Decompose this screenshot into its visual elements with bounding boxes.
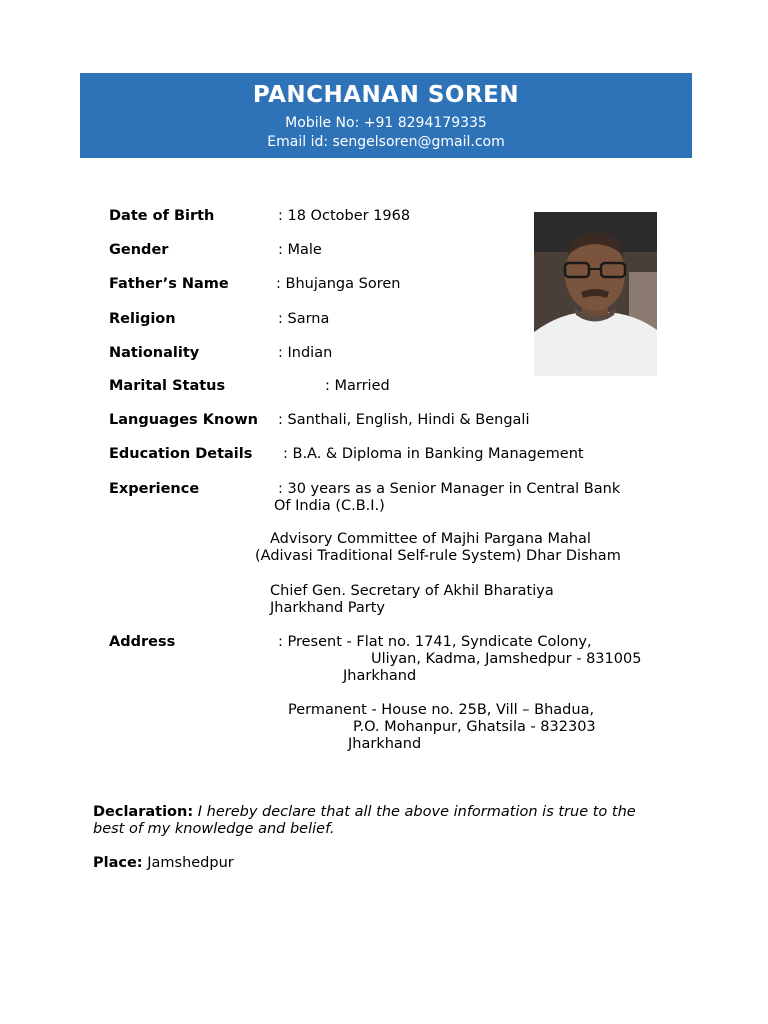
place-label: Place: [93, 855, 143, 871]
experience-line: (Adivasi Traditional Self-rule System) Dhar Disham [255, 548, 621, 564]
father-name-label: Father’s Name [109, 276, 229, 292]
experience-label: Experience [109, 481, 200, 497]
marital-status-label: Marital Status [109, 378, 226, 394]
address-line: Jharkhand [343, 668, 417, 684]
education-row [0, 446, 768, 466]
religion-row [0, 311, 768, 331]
marital-status-row [0, 378, 768, 398]
experience-line: Chief Gen. Secretary of Akhil Bharatiya [270, 583, 554, 599]
address-line: Permanent - House no. 25B, Vill – Bhadua, [288, 702, 595, 718]
experience-line: : 30 years as a Senior Manager in Central Bank [278, 481, 621, 497]
declaration-text: I hereby declare that all the above information is true to the [197, 804, 636, 820]
gender-value: : Male [278, 242, 322, 258]
place-value: Jamshedpur [147, 855, 234, 871]
place [93, 855, 234, 872]
candidate-name: PANCHANAN SOREN [252, 82, 520, 108]
father-name-row [0, 276, 768, 296]
dob-label: Date of Birth [109, 208, 215, 224]
declaration-label: Declaration: [93, 804, 194, 820]
experience-line: Of India (C.B.I.) [274, 498, 385, 514]
religion-value: : Sarna [278, 311, 330, 327]
declaration-text: best of my knowledge and belief. [93, 821, 335, 837]
religion-label: Religion [109, 311, 176, 327]
address-line: Uliyan, Kadma, Jamshedpur - 831005 [371, 651, 642, 667]
experience-line: Jharkhand Party [270, 600, 385, 616]
languages-value: : Santhali, English, Hindi & Bengali [278, 412, 530, 428]
languages-row [0, 412, 768, 432]
education-label: Education Details [109, 446, 253, 462]
address-line: : Present - Flat no. 1741, Syndicate Colony, [278, 634, 592, 650]
mobile-number: Mobile No: +91 8294179335 [285, 115, 487, 131]
gender-label: Gender [109, 242, 169, 258]
declaration [93, 804, 636, 838]
dob-row [0, 208, 768, 228]
languages-label: Languages Known [109, 412, 258, 428]
address-label: Address [109, 634, 176, 650]
gender-row [0, 242, 768, 262]
education-value: : B.A. & Diploma in Banking Management [283, 446, 584, 462]
email-address: Email id: sengelsoren@gmail.com [267, 134, 505, 150]
marital-status-value: : Married [325, 378, 390, 394]
resume-header [80, 73, 692, 158]
father-name-value: : Bhujanga Soren [276, 276, 401, 292]
nationality-row [0, 345, 768, 365]
experience-line: Advisory Committee of Majhi Pargana Mahal [270, 531, 591, 547]
nationality-value: : Indian [278, 345, 333, 361]
dob-value: : 18 October 1968 [278, 208, 411, 224]
nationality-label: Nationality [109, 345, 200, 361]
address-line: P.O. Mohanpur, Ghatsila - 832303 [353, 719, 596, 735]
address-line: Jharkhand [348, 736, 422, 752]
